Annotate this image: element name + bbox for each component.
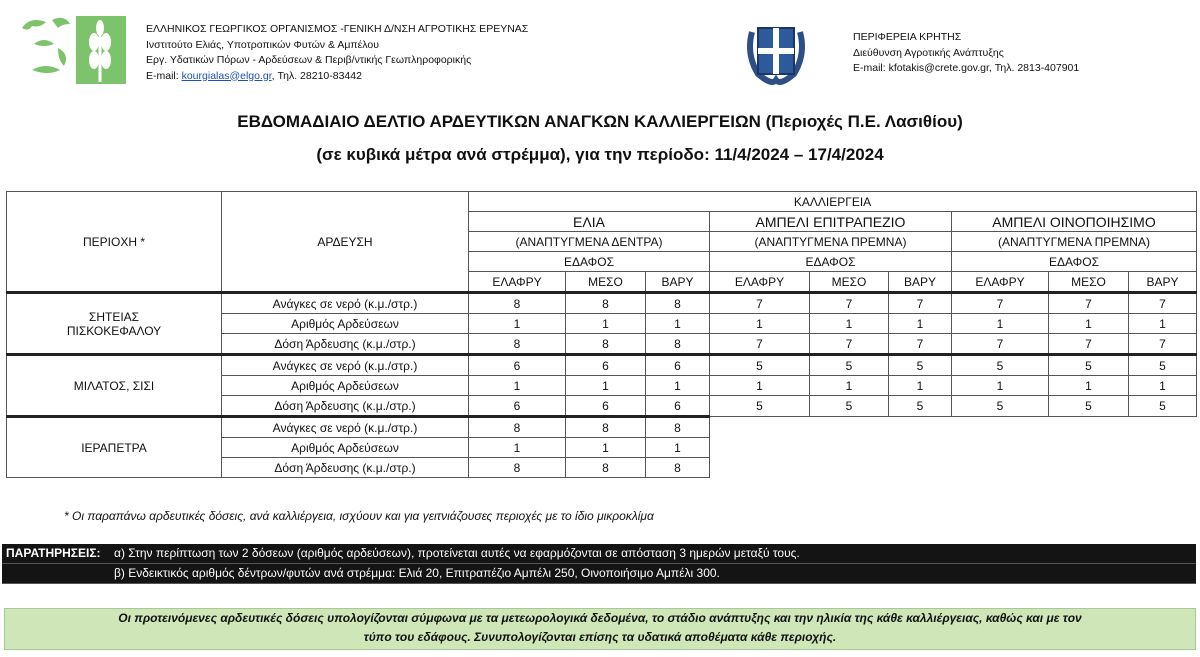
value-cell: 1 (469, 314, 566, 334)
empty-cell (952, 458, 1049, 478)
elgo-logo (18, 14, 128, 86)
value-cell: 1 (1049, 376, 1129, 396)
value-cell: 8 (646, 417, 710, 438)
crop-olive: ΕΛΙΑ (469, 212, 710, 232)
area-name: ΙΕΡΑΠΕΤΡΑ (7, 417, 222, 478)
value-cell: 7 (710, 293, 810, 314)
irrigation-table (6, 191, 1197, 478)
value-cell: 7 (710, 334, 810, 355)
value-cell: 1 (566, 438, 646, 458)
greek-emblem-logo (742, 14, 810, 86)
phone: , Τηλ. 28210-83442 (271, 69, 362, 82)
empty-cell (1049, 417, 1129, 438)
soil-light: ΕΛΑΦΡΥ (952, 272, 1049, 293)
soil-heavy: ΒΑΡΥ (889, 272, 952, 293)
method-note (4, 608, 1196, 650)
empty-cell (952, 417, 1049, 438)
soil-heavy: ΒΑΡΥ (1129, 272, 1197, 293)
metric-label: Αριθμός Αρδεύσεων (222, 438, 469, 458)
value-cell: 5 (1049, 355, 1129, 376)
table-body (7, 293, 1197, 478)
lab-name: Εργ. Υδατικών Πόρων - Αρδεύσεων & Περιβ/ντικής Γεωπληροφορικής (146, 54, 472, 66)
value-cell: 1 (952, 314, 1049, 334)
org-name: ΕΛΛΗΝΙΚΟΣ ΓΕΩΡΓΙΚΟΣ ΟΡΓΑΝΙΣΜΟΣ -ΓΕΝΙΚΗ Δ/ΝΣΗ ΑΓΡΟΤΙΚΗΣ ΕΡΕΥΝΑΣ (146, 23, 529, 35)
metric-label: Ανάγκες σε νερό (κ.μ./στρ.) (222, 417, 469, 438)
value-cell: 7 (810, 293, 889, 314)
value-cell: 5 (810, 355, 889, 376)
value-cell: 7 (952, 293, 1049, 314)
value-cell: 7 (889, 293, 952, 314)
value-cell: 8 (566, 334, 646, 355)
empty-cell (1129, 417, 1197, 438)
metric-label: Δόση Άρδευσης (κ.μ./στρ.) (222, 458, 469, 478)
crop-wine-grape: ΑΜΠΕΛΙ ΟΙΝΟΠΟΙΗΣΙΜΟ (952, 212, 1197, 232)
value-cell: 5 (1049, 396, 1129, 417)
soil-light: ΕΛΑΦΡΥ (710, 272, 810, 293)
value-cell: 6 (469, 355, 566, 376)
header-irrigation: ΑΡΔΕΥΣΗ (222, 192, 469, 293)
region-contact: E-mail: kfotakis@crete.gov.gr, Τηλ. 2813-407901 (853, 62, 1080, 74)
value-cell: 8 (566, 417, 646, 438)
value-cell: 8 (646, 334, 710, 355)
soil-medium: ΜΕΣΟ (566, 272, 646, 293)
value-cell: 5 (952, 396, 1049, 417)
email-label: E-mail: (146, 69, 182, 82)
soil-heavy: ΒΑΡΥ (646, 272, 710, 293)
value-cell: 6 (646, 396, 710, 417)
table-row (7, 417, 1197, 438)
value-cell: 8 (469, 417, 566, 438)
value-cell: 1 (710, 314, 810, 334)
value-cell: 6 (566, 355, 646, 376)
value-cell: 1 (469, 376, 566, 396)
remarks-box (2, 544, 1196, 584)
metric-label: Δόση Άρδευσης (κ.μ./στρ.) (222, 396, 469, 417)
value-cell: 1 (646, 438, 710, 458)
value-cell: 1 (889, 314, 952, 334)
header-area: ΠΕΡΙΟΧΗ * (7, 192, 222, 293)
empty-cell (1049, 438, 1129, 458)
metric-label: Αριθμός Αρδεύσεων (222, 376, 469, 396)
institute-name: Ινστιτούτο Ελιάς, Υποτροπικών Φυτών & Αμπέλου (146, 38, 379, 51)
value-cell: 5 (810, 396, 889, 417)
empty-cell (1049, 458, 1129, 478)
value-cell: 1 (646, 314, 710, 334)
empty-cell (952, 438, 1049, 458)
note-line-2: τύπο του εδάφους. Συνυπολογίζονται επίσης τα υδατικά αποθέματα κάθε περιοχής. (363, 630, 837, 644)
value-cell: 1 (810, 376, 889, 396)
area-name: ΣΗΤΕΙΑΣ ΠΙΣΚΟΚΕΦΑΛΟΥ (7, 293, 222, 355)
soil-light: ΕΛΑΦΡΥ (469, 272, 566, 293)
empty-cell (810, 438, 889, 458)
empty-cell (889, 417, 952, 438)
soil-medium: ΜΕΣΟ (810, 272, 889, 293)
value-cell: 7 (1129, 293, 1197, 314)
header-right-info (853, 30, 1079, 77)
soil-header: ΕΔΑΦΟΣ (952, 252, 1197, 272)
remark-b: β) Ενδεικτικός αριθμός δέντρων/φυτών ανά στρέμμα: Ελιά 20, Επιτραπέζιο Αμπέλι 250, Οινοποιήσιμο Αμπέλι 300. (114, 566, 720, 580)
value-cell: 1 (1049, 314, 1129, 334)
crop-table-grape-sub: (ΑΝΑΠΤΥΓΜΕΝΑ ΠΡΕΜΝΑ) (710, 232, 952, 252)
value-cell: 8 (646, 293, 710, 314)
metric-label: Ανάγκες σε νερό (κ.μ./στρ.) (222, 355, 469, 376)
note-line-1: Οι προτεινόμενες αρδευτικές δόσεις υπολογίζονται σύμφωνα με τα μετεωρολογικά δεδομένα, το στάδιο ανάπτυξης και την ηλικία της κάθε καλλιέργειας, καθώς και με τον (118, 611, 1082, 625)
crop-table-grape: ΑΜΠΕΛΙ ΕΠΙΤΡΑΠΕΖΙΟ (710, 212, 952, 232)
value-cell: 1 (952, 376, 1049, 396)
value-cell: 5 (952, 355, 1049, 376)
value-cell: 7 (1049, 334, 1129, 355)
value-cell: 5 (1129, 396, 1197, 417)
value-cell: 7 (1049, 293, 1129, 314)
table-row (7, 293, 1197, 314)
value-cell: 5 (889, 355, 952, 376)
bulletin-title: ΕΒΔΟΜΑΔΙΑΙΟ ΔΕΛΤΙΟ ΑΡΔΕΥΤΙΚΩΝ ΑΝΑΓΚΩΝ ΚΑΛΛΙΕΡΓΕΙΩΝ (Περιοχές Π.Ε. Λασιθίου) (237, 112, 963, 131)
value-cell: 5 (889, 396, 952, 417)
value-cell: 1 (710, 376, 810, 396)
value-cell: 8 (566, 458, 646, 478)
metric-label: Δόση Άρδευσης (κ.μ./στρ.) (222, 334, 469, 355)
value-cell: 5 (710, 396, 810, 417)
table-row (7, 355, 1197, 376)
empty-cell (810, 458, 889, 478)
empty-cell (810, 417, 889, 438)
region-name: ΠΕΡΙΦΕΡΕΙΑ ΚΡΗΤΗΣ (853, 31, 962, 43)
metric-label: Αριθμός Αρδεύσεων (222, 314, 469, 334)
empty-cell (710, 438, 810, 458)
value-cell: 5 (1129, 355, 1197, 376)
header-left-info (146, 22, 528, 84)
crop-wine-grape-sub: (ΑΝΑΠΤΥΓΜΕΝΑ ΠΡΕΜΝΑ) (952, 232, 1197, 252)
value-cell: 5 (710, 355, 810, 376)
value-cell: 1 (646, 376, 710, 396)
empty-cell (710, 458, 810, 478)
contact-line (146, 69, 528, 85)
value-cell: 7 (889, 334, 952, 355)
value-cell: 6 (646, 355, 710, 376)
email-link[interactable]: kourgialas@elgo.gr (181, 69, 272, 82)
empty-cell (889, 458, 952, 478)
value-cell: 1 (1129, 376, 1197, 396)
empty-cell (889, 438, 952, 458)
bulletin-period: (σε κυβικά μέτρα ανά στρέμμα), για την περίοδο: 11/4/2024 – 17/4/2024 (316, 145, 884, 164)
value-cell: 7 (810, 334, 889, 355)
value-cell: 8 (566, 293, 646, 314)
value-cell: 8 (469, 334, 566, 355)
empty-cell (710, 417, 810, 438)
header-crop: ΚΑΛΛΙΕΡΓΕΙΑ (469, 192, 1197, 212)
soil-header: ΕΔΑΦΟΣ (469, 252, 710, 272)
department-name: Διεύθυνση Αγροτικής Ανάπτυξης (853, 46, 1004, 59)
value-cell: 1 (889, 376, 952, 396)
empty-cell (1129, 458, 1197, 478)
value-cell: 7 (1129, 334, 1197, 355)
value-cell: 1 (1129, 314, 1197, 334)
crop-olive-sub: (ΑΝΑΠΤΥΓΜΕΝΑ ΔΕΝΤΡΑ) (469, 232, 710, 252)
value-cell: 1 (810, 314, 889, 334)
value-cell: 1 (566, 376, 646, 396)
value-cell: 7 (952, 334, 1049, 355)
empty-cell (1129, 438, 1197, 458)
value-cell: 6 (566, 396, 646, 417)
footnote: * Οι παραπάνω αρδευτικές δόσεις, ανά καλλιέργεια, ισχύουν και για γειτνιάζουσες περιοχές με το ίδιο μικροκλίμα (64, 509, 654, 523)
metric-label: Ανάγκες σε νερό (κ.μ./στρ.) (222, 293, 469, 314)
remark-a: α) Στην περίπτωση των 2 δόσεων (αριθμός αρδεύσεων), προτείνεται αυτές να εφαρμόζονται σε απόσταση 3 ημερών μεταξύ τους. (114, 546, 800, 560)
value-cell: 1 (469, 438, 566, 458)
soil-medium: ΜΕΣΟ (1049, 272, 1129, 293)
soil-header: ΕΔΑΦΟΣ (710, 252, 952, 272)
value-cell: 8 (469, 293, 566, 314)
remarks-label: ΠΑΡΑΤΗΡΗΣΕΙΣ: (6, 546, 101, 560)
area-name: ΜΙΛΑΤΟΣ, ΣΙΣΙ (7, 355, 222, 417)
value-cell: 8 (646, 458, 710, 478)
value-cell: 6 (469, 396, 566, 417)
value-cell: 8 (469, 458, 566, 478)
value-cell: 1 (566, 314, 646, 334)
